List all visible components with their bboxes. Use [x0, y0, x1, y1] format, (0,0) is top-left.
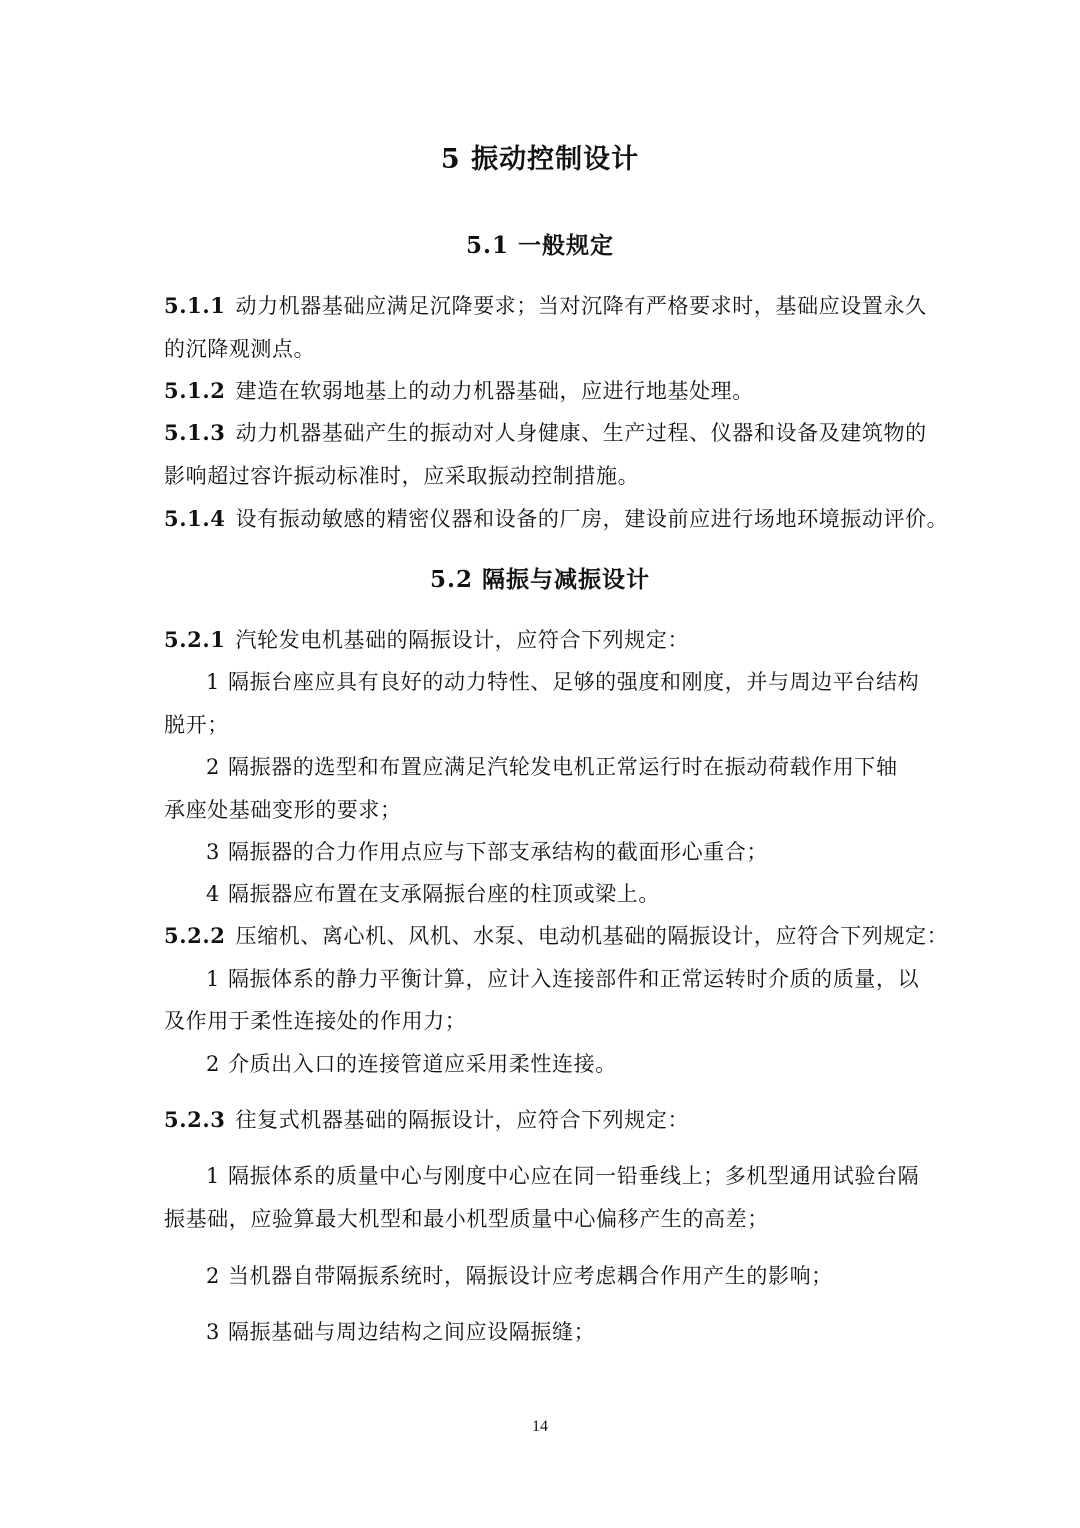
- clause-text: 往复式机器基础的隔振设计，应符合下列规定：: [235, 1108, 690, 1132]
- section-title-5-2: 5.2 隔振与减振设计: [429, 566, 651, 593]
- clause-text: 动力机器基础产生的振动对人身健康、生产过程、仪器和设备及建筑物的: [235, 421, 927, 445]
- clause-text: 建造在软弱地基上的动力机器基础，应进行地基处理。: [235, 379, 754, 403]
- item-number: 3: [206, 1320, 220, 1344]
- item-text: 隔振体系的静力平衡计算，应计入连接部件和正常运转时介质的质量，以: [227, 967, 920, 991]
- clause-5-1-2: [164, 376, 754, 406]
- section-title-5-1: 5.1 一般规定: [465, 232, 615, 259]
- list-item: [206, 1161, 919, 1191]
- item-text: 隔振体系的质量中心与刚度中心应在同一铅垂线上；多机型通用试验台隔: [227, 1164, 920, 1188]
- clause-number: 5.1.2: [164, 378, 226, 403]
- clause-5-1-4: [164, 504, 948, 534]
- clause-5-1-1: [164, 291, 927, 321]
- clause-number: 5.1.4: [164, 506, 226, 531]
- list-item: [206, 879, 660, 909]
- clause-text: 动力机器基础应满足沉降要求；当对沉降有严格要求时，基础应设置永久: [235, 294, 927, 318]
- clause-continuation: 影响超过容许振动标准时，应采取振动控制措施。: [164, 464, 640, 488]
- item-number: 1: [206, 967, 220, 991]
- item-continuation: 振基础，应验算最大机型和最小机型质量中心偏移产生的高差；: [164, 1207, 769, 1231]
- clause-5-2-3: [164, 1105, 689, 1135]
- item-text: 隔振器应布置在支承隔振台座的柱顶或梁上。: [227, 882, 660, 906]
- item-number: 1: [206, 670, 220, 694]
- clause-text: 压缩机、离心机、风机、水泵、电动机基础的隔振设计，应符合下列规定：: [235, 924, 949, 948]
- list-item: [206, 1317, 595, 1347]
- list-item: [206, 667, 919, 697]
- clause-5-2-2: [164, 921, 948, 951]
- list-item: [206, 964, 919, 994]
- item-text: 当机器自带隔振系统时，隔振设计应考虑耦合作用产生的影响；: [227, 1264, 833, 1288]
- item-number: 3: [206, 840, 220, 864]
- item-number: 2: [206, 1264, 220, 1288]
- item-number: 2: [206, 755, 220, 779]
- clause-text: 汽轮发电机基础的隔振设计，应符合下列规定：: [235, 628, 690, 652]
- clause-number: 5.2.1: [164, 627, 226, 652]
- clause-5-1-3: [164, 418, 927, 448]
- item-continuation: 及作用于柔性连接处的作用力；: [164, 1009, 467, 1033]
- clause-5-2-1: [164, 625, 689, 655]
- page-number: 14: [532, 1418, 548, 1435]
- item-continuation: 承座处基础变形的要求；: [164, 798, 402, 822]
- list-item: [206, 752, 898, 782]
- list-item: [206, 1261, 833, 1291]
- item-number: 1: [206, 1164, 220, 1188]
- clause-number: 5.1.1: [164, 293, 226, 318]
- item-text: 隔振台座应具有良好的动力特性、足够的强度和刚度，并与周边平台结构: [227, 670, 920, 694]
- item-number: 2: [206, 1052, 220, 1076]
- item-continuation: 脱开；: [164, 713, 229, 737]
- item-text: 隔振器的合力作用点应与下部支承结构的截面形心重合；: [227, 840, 768, 864]
- item-number: 4: [206, 882, 220, 906]
- item-text: 隔振器的选型和布置应满足汽轮发电机正常运行时在振动荷载作用下轴: [227, 755, 898, 779]
- clause-text: 设有振动敏感的精密仪器和设备的厂房，建设前应进行场地环境振动评价。: [235, 507, 949, 531]
- item-text: 隔振基础与周边结构之间应设隔振缝；: [227, 1320, 596, 1344]
- list-item: [206, 1049, 617, 1079]
- item-text: 介质出入口的连接管道应采用柔性连接。: [227, 1052, 617, 1076]
- clause-continuation: 的沉降观测点。: [164, 337, 316, 361]
- clause-number: 5.2.3: [164, 1107, 226, 1132]
- list-item: [206, 837, 768, 867]
- clause-number: 5.1.3: [164, 420, 226, 445]
- clause-number: 5.2.2: [164, 923, 226, 948]
- chapter-title: 5 振动控制设计: [440, 144, 640, 175]
